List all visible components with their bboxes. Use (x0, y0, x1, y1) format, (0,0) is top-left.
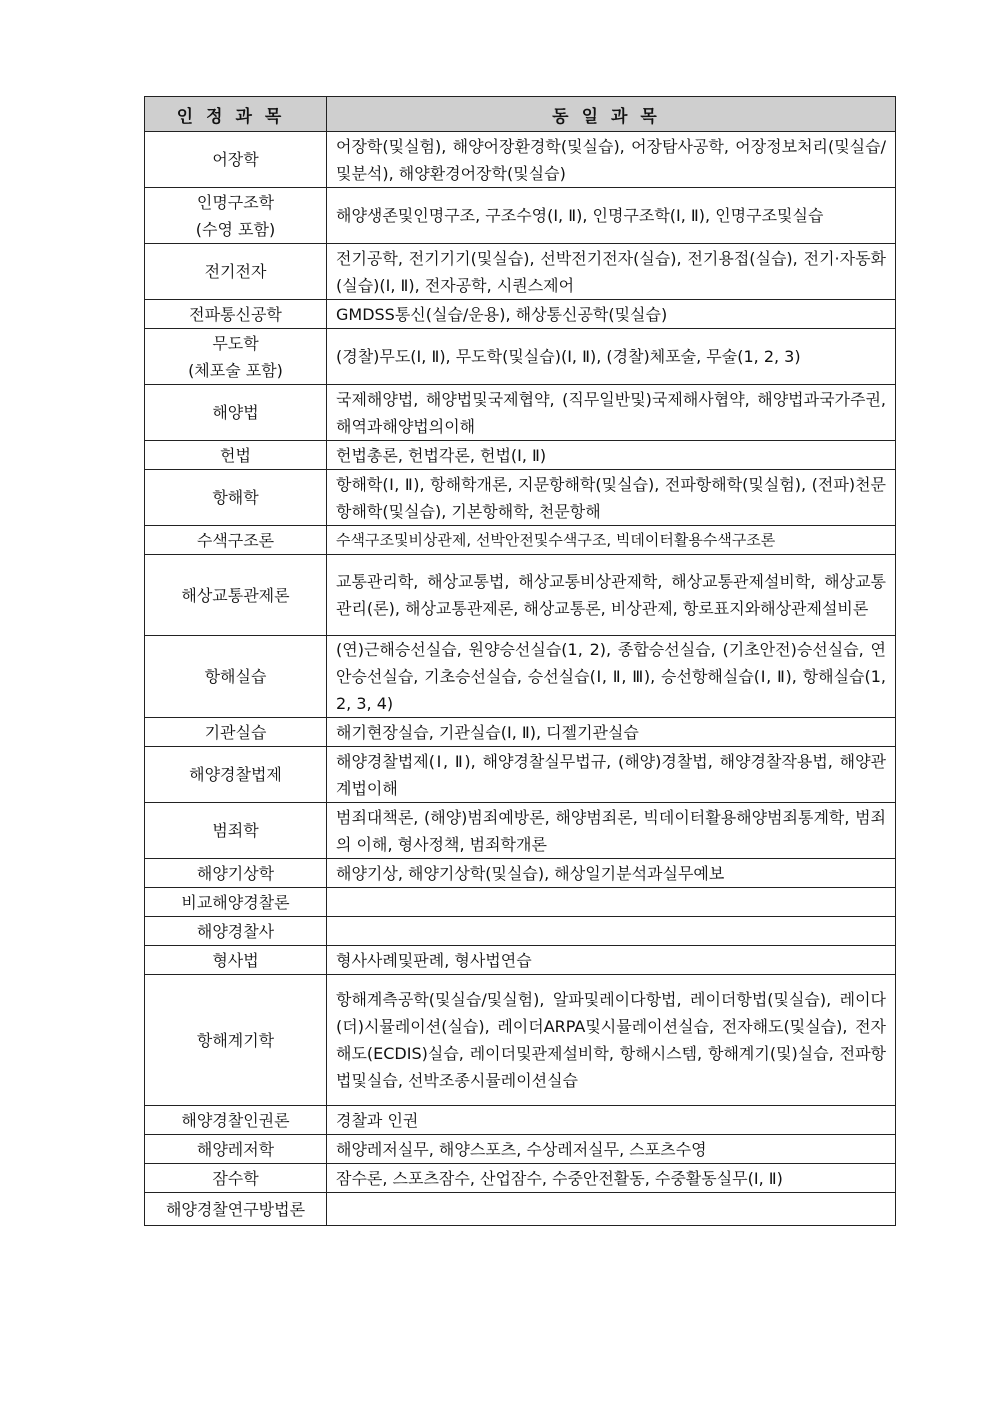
recognized-course-cell: 해양경찰연구방법론 (145, 1193, 327, 1226)
equivalent-courses-cell: 수색구조및비상관제, 선박안전및수색구조, 빅데이터활용수색구조론 (327, 526, 896, 555)
table-row (145, 1106, 896, 1135)
recognized-course-cell: 기관실습 (145, 718, 327, 747)
recognized-course-cell: 전기전자 (145, 244, 327, 300)
recognized-course-cell: 수색구조론 (145, 526, 327, 555)
recognized-course-cell: 잠수학 (145, 1164, 327, 1193)
recognized-course-cell: 해상교통관제론 (145, 555, 327, 636)
equivalent-courses-cell: 형사사례및판례, 형사법연습 (327, 946, 896, 975)
table-row (145, 470, 896, 526)
equivalent-courses-cell: 해양기상, 해양기상학(및실습), 해상일기분석과실무예보 (327, 859, 896, 888)
recognized-course-cell: 어장학 (145, 132, 327, 188)
table-row (145, 747, 896, 803)
recognized-course-cell: 해양경찰법제 (145, 747, 327, 803)
table-row (145, 385, 896, 441)
table-row (145, 803, 896, 859)
recognized-course-cell: 헌법 (145, 441, 327, 470)
recognized-course-cell: 해양경찰사 (145, 917, 327, 946)
header-equivalent-courses: 동일과목 (327, 97, 896, 132)
recognized-course-cell: 해양레저학 (145, 1135, 327, 1164)
equivalent-courses-cell: 해양생존및인명구조, 구조수영(Ⅰ, Ⅱ), 인명구조학(Ⅰ, Ⅱ), 인명구조및실습 (327, 188, 896, 244)
recognized-course-cell: 형사법 (145, 946, 327, 975)
table-row (145, 718, 896, 747)
recognized-course-cell: 해양경찰인권론 (145, 1106, 327, 1135)
equivalent-courses-cell: 경찰과 인권 (327, 1106, 896, 1135)
table-row (145, 1193, 896, 1226)
recognized-course-cell: 무도학 (체포술 포함) (145, 329, 327, 385)
equivalent-courses-cell: (경찰)무도(Ⅰ, Ⅱ), 무도학(및실습)(Ⅰ, Ⅱ), (경찰)체포술, 무술(1, 2, 3) (327, 329, 896, 385)
header-recognized-course: 인정과목 (145, 97, 327, 132)
table-row (145, 946, 896, 975)
equivalent-courses-cell (327, 917, 896, 946)
equivalent-courses-cell: 잠수론, 스포츠잠수, 산업잠수, 수중안전활동, 수중활동실무(Ⅰ, Ⅱ) (327, 1164, 896, 1193)
recognized-course-cell: 해양법 (145, 385, 327, 441)
course-equivalence-table (144, 96, 896, 1226)
equivalent-courses-cell: 어장학(및실험), 해양어장환경학(및실습), 어장탐사공학, 어장정보처리(및실습/및분석), 해양환경어장학(및실습) (327, 132, 896, 188)
equivalent-courses-cell: 항해학(Ⅰ, Ⅱ), 항해학개론, 지문항해학(및실습), 전파항해학(및실험), (전파)천문항해학(및실습), 기본항해학, 천문항해 (327, 470, 896, 526)
equivalent-courses-cell: GMDSS통신(실습/운용), 해상통신공학(및실습) (327, 300, 896, 329)
table-row (145, 975, 896, 1106)
table-header-row (145, 97, 896, 132)
equivalent-courses-cell: 국제해양법, 해양법및국제협약, (직무일반및)국제해사협약, 해양법과국가주권, 해역과해양법의이해 (327, 385, 896, 441)
equivalent-courses-cell: 해기현장실습, 기관실습(Ⅰ, Ⅱ), 디젤기관실습 (327, 718, 896, 747)
equivalent-courses-cell: 해양경찰법제(Ⅰ, Ⅱ), 해양경찰실무법규, (해양)경찰법, 해양경찰작용법, 해양관계법이해 (327, 747, 896, 803)
recognized-course-cell: 인명구조학 (수영 포함) (145, 188, 327, 244)
equivalent-courses-cell: 항해계측공학(및실습/및실험), 알파및레이다항법, 레이더항법(및실습), 레이다(더)시뮬레이션(실습), 레이더ARPA및시뮬레이션실습, 전자해도(및실습), 전자해도(ECDIS)실습, 레이더및관제설비학, 항해시스템, 항해계기(및)실습, 전파항법및실습, 선박조종시뮬레이션실습 (327, 975, 896, 1106)
table-row (145, 859, 896, 888)
table-row (145, 132, 896, 188)
recognized-course-cell: 항해계기학 (145, 975, 327, 1106)
recognized-course-cell: 항해실습 (145, 636, 327, 718)
table-row (145, 917, 896, 946)
table-row (145, 329, 896, 385)
recognized-course-cell: 비교해양경찰론 (145, 888, 327, 917)
table-row (145, 1164, 896, 1193)
recognized-course-cell: 해양기상학 (145, 859, 327, 888)
equivalent-courses-cell: 교통관리학, 해상교통법, 해상교통비상관제학, 해상교통관제설비학, 해상교통관리(론), 해상교통관제론, 해상교통론, 비상관제, 항로표지와해상관제설비론 (327, 555, 896, 636)
equivalent-courses-cell: 범죄대책론, (해양)범죄예방론, 해양범죄론, 빅데이터활용해양범죄통계학, 범죄의 이해, 형사정책, 범죄학개론 (327, 803, 896, 859)
table-row (145, 188, 896, 244)
table-row (145, 636, 896, 718)
equivalent-courses-cell: 해양레저실무, 해양스포츠, 수상레저실무, 스포츠수영 (327, 1135, 896, 1164)
equivalent-courses-cell: 헌법총론, 헌법각론, 헌법(Ⅰ, Ⅱ) (327, 441, 896, 470)
table-row (145, 526, 896, 555)
equivalent-courses-cell (327, 888, 896, 917)
table-row (145, 441, 896, 470)
equivalent-courses-cell (327, 1193, 896, 1226)
equivalent-courses-cell: (연)근해승선실습, 원양승선실습(1, 2), 종합승선실습, (기초안전)승선실습, 연안승선실습, 기초승선실습, 승선실습(Ⅰ, Ⅱ, Ⅲ), 승선항해실습(Ⅰ, Ⅱ), 항해실습(1, 2, 3, 4) (327, 636, 896, 718)
table-row (145, 888, 896, 917)
table-row (145, 555, 896, 636)
equivalent-courses-cell: 전기공학, 전기기기(및실습), 선박전기전자(실습), 전기용접(실습), 전기·자동화(실습)(Ⅰ, Ⅱ), 전자공학, 시퀀스제어 (327, 244, 896, 300)
recognized-course-cell: 전파통신공학 (145, 300, 327, 329)
table-row (145, 244, 896, 300)
table-row (145, 300, 896, 329)
recognized-course-cell: 항해학 (145, 470, 327, 526)
recognized-course-cell: 범죄학 (145, 803, 327, 859)
table-row (145, 1135, 896, 1164)
